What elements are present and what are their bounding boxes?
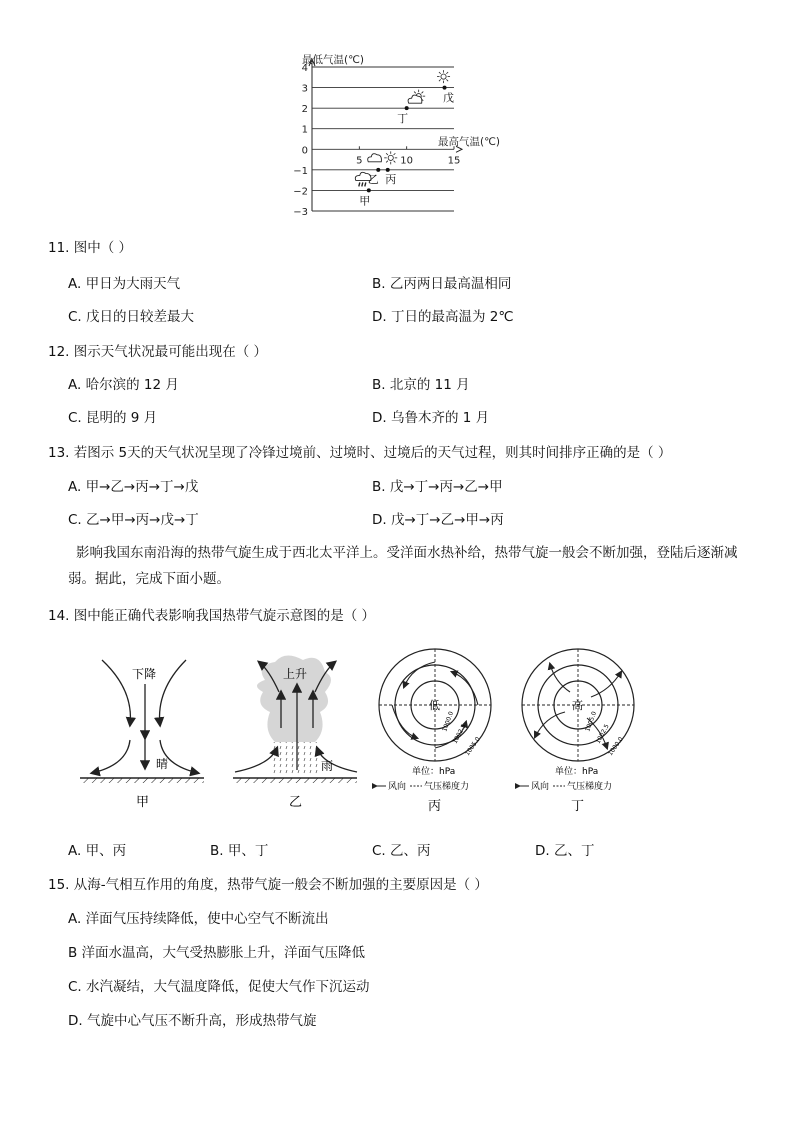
bing-caption: 丙 <box>428 799 442 814</box>
y-tick-label: 3 <box>301 83 308 95</box>
bing-unit-label: 单位：hPa <box>412 767 456 777</box>
q14-stem: 14. 图中能正确代表影响我国热带气旋示意图的是（ ） <box>48 608 376 624</box>
weather-icon-丙 <box>384 151 397 164</box>
ding-isobar-3: 1000.0 <box>606 735 625 758</box>
yi-rain-label: 雨 <box>321 759 334 773</box>
point-label-戊: 戊 <box>443 91 455 105</box>
diagram-bing <box>372 642 502 817</box>
point-label-丁: 丁 <box>397 112 409 126</box>
weather-icon-乙 <box>368 154 382 162</box>
y-axis-title: 最低气温(℃) <box>302 54 364 66</box>
q14-option-d[interactable]: D. 乙、丁 <box>535 843 595 859</box>
data-point-乙 <box>376 168 380 172</box>
point-label-甲: 甲 <box>359 194 371 208</box>
bing-legend-wind: 风向 <box>388 782 407 792</box>
weather-icon-丁 <box>408 90 425 104</box>
ding-unit-label: 单位：hPa <box>555 767 599 777</box>
ding-isobar-1: 1005.0 <box>584 710 599 733</box>
ding-isobar-2: 1002.5 <box>594 723 611 745</box>
q11-stem: 11. 图中（ ） <box>48 240 133 256</box>
y-tick-label: −1 <box>293 165 308 177</box>
intro-paragraph: 影响我国东南沿海的热带气旋生成于西北太平洋上。受洋面水热补给，热带气旋一般会不断加强，登陆后逐渐减弱。据此，完成下面小题。 <box>68 545 738 587</box>
y-tick-label: 2 <box>301 104 308 116</box>
data-point-丙 <box>386 168 390 172</box>
ding-caption: 丁 <box>571 799 585 814</box>
q11-option-b[interactable]: B. 乙丙两日最高温相同 <box>372 276 512 292</box>
yi-caption: 乙 <box>289 795 303 810</box>
diagram-yi <box>225 650 365 815</box>
data-point-戊 <box>443 86 447 90</box>
temperature-chart <box>290 45 520 230</box>
ding-legend-wind: 风向 <box>531 782 550 792</box>
q12-option-a[interactable]: A. 哈尔滨的 12 月 <box>68 377 179 393</box>
bing-isobar-1: 1000.0 <box>441 710 456 733</box>
q13-option-c[interactable]: C. 乙→甲→丙→戊→丁 <box>68 512 199 528</box>
diagram-ding <box>515 642 645 817</box>
y-tick-label: 4 <box>301 63 308 74</box>
q15-option-c[interactable]: C. 水汽凝结，大气温度降低，促使大气作下沉运动 <box>68 979 370 995</box>
jia-sunny-label: 晴 <box>156 757 169 771</box>
q14-option-c[interactable]: C. 乙、丙 <box>372 843 431 859</box>
q12-option-c[interactable]: C. 昆明的 9 月 <box>68 410 158 426</box>
x-axis-title: 最高气温(℃) <box>438 136 500 148</box>
q12-option-b[interactable]: B. 北京的 11 月 <box>372 377 470 393</box>
bing-isobar-3: 1005.0 <box>463 735 482 758</box>
q13-stem: 13. 若图示 5天的天气状况呈现了冷锋过境前、过境时、过境后的天气过程，则其时间排序正确的是（ ） <box>48 445 672 461</box>
q12-option-d[interactable]: D. 乌鲁木齐的 1 月 <box>372 410 490 426</box>
q15-option-b[interactable]: B 洋面水温高，大气受热膨胀上升，洋面气压降低 <box>68 945 366 961</box>
bing-center-label: 低 <box>429 699 440 712</box>
diagram-jia <box>72 650 212 815</box>
q11-option-a[interactable]: A. 甲日为大雨天气 <box>68 276 181 292</box>
q13-option-d[interactable]: D. 戊→丁→乙→甲→丙 <box>372 512 504 528</box>
data-point-丁 <box>405 106 409 110</box>
q11-option-c[interactable]: C. 戊日的日较差最大 <box>68 309 195 325</box>
x-tick-label: 15 <box>447 155 461 167</box>
ding-legend-pgf: 气压梯度力 <box>567 782 613 792</box>
q11-option-d[interactable]: D. 丁日的最高温为 2℃ <box>372 309 514 325</box>
yi-rise-label: 上升 <box>283 667 308 681</box>
q15-option-a[interactable]: A. 洋面气压持续降低，使中心空气不断流出 <box>68 911 329 927</box>
q13-option-b[interactable]: B. 戊→丁→丙→乙→甲 <box>372 479 503 495</box>
ding-center-label: 高 <box>572 699 583 712</box>
x-tick-label: 10 <box>400 155 414 167</box>
q15-option-d[interactable]: D. 气旋中心气压不断升高，形成热带气旋 <box>68 1013 317 1029</box>
bing-legend-pgf: 气压梯度力 <box>424 782 470 792</box>
y-tick-label: −3 <box>293 207 308 218</box>
y-tick-label: 0 <box>301 145 308 157</box>
q13-option-a[interactable]: A. 甲→乙→丙→丁→戊 <box>68 479 199 495</box>
q12-stem: 12. 图示天气状况最可能出现在（ ） <box>48 344 268 360</box>
q14-option-a[interactable]: A. 甲、丙 <box>68 843 127 859</box>
bing-isobar-2: 1002.5 <box>451 723 468 745</box>
point-label-乙: 乙 <box>367 172 379 186</box>
jia-descend-label: 下降 <box>132 667 157 681</box>
weather-icon-戊 <box>437 70 450 83</box>
jia-caption: 甲 <box>136 795 150 810</box>
data-point-甲 <box>367 188 371 192</box>
y-tick-label: 1 <box>301 124 308 136</box>
x-tick-label: 5 <box>356 155 363 167</box>
point-label-丙: 丙 <box>385 172 397 186</box>
q15-stem: 15. 从海-气相互作用的角度，热带气旋一般会不断加强的主要原因是（ ） <box>48 877 488 893</box>
y-tick-label: −2 <box>293 186 308 198</box>
q14-option-b[interactable]: B. 甲、丁 <box>210 843 269 859</box>
